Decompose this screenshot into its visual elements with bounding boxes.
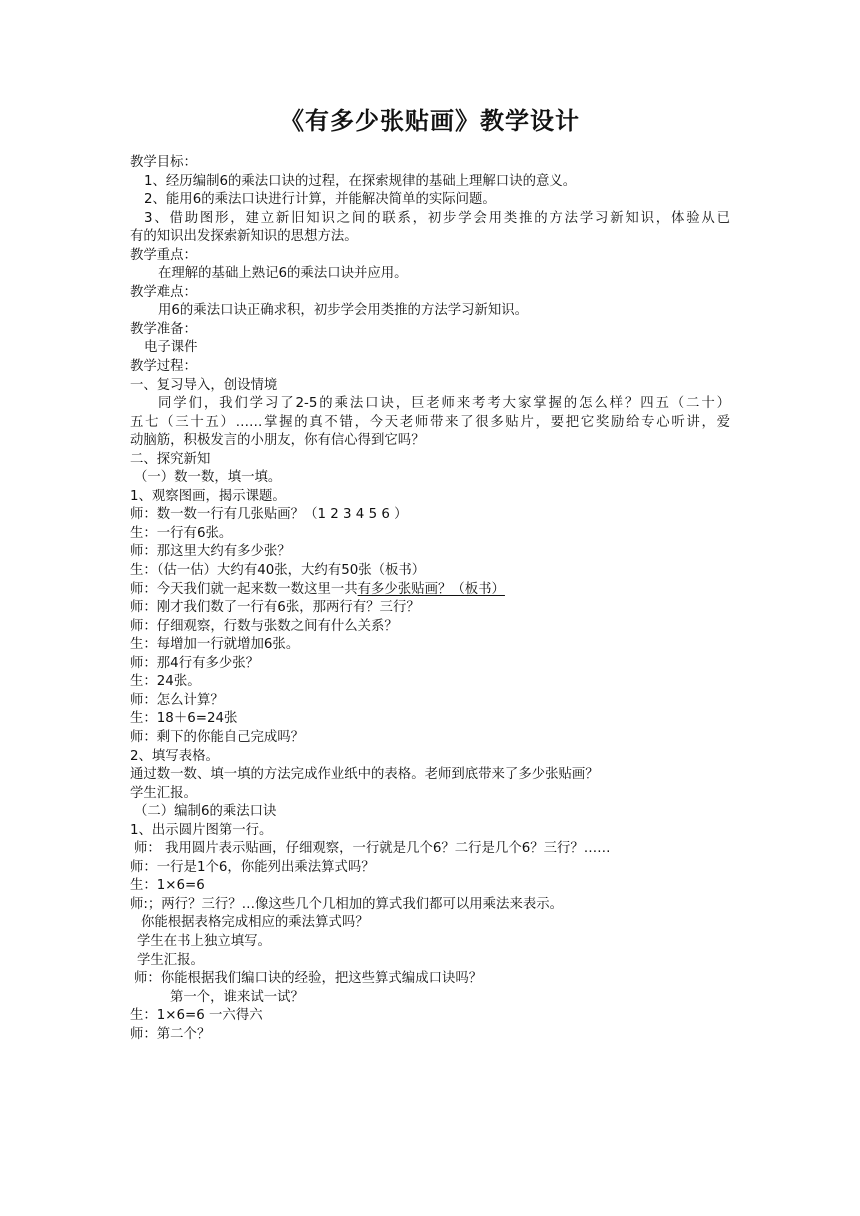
- paragraph-line: 动脑筋，积极发言的小朋友，你有信心得到它吗？: [130, 433, 425, 449]
- dialogue-line: 生：1×6=6 一六得六: [130, 1008, 263, 1024]
- subsection-heading: （一）数一数，填一填。: [134, 470, 282, 486]
- paragraph-line: 通过数一数、填一填的方法完成作业纸中的表格。老师到底带来了多少张贴画？: [130, 767, 599, 783]
- section-1-heading: 一、复习导入，创设情境: [130, 377, 278, 393]
- heading-preparation: 教学准备：: [130, 321, 197, 337]
- objective-3-cont: 有的知识出发探索新知识的思想方法。: [130, 229, 358, 245]
- dialogue-line: 师：剩下的你能自己完成吗？: [130, 729, 305, 745]
- dialogue-line: 学生汇报。: [137, 952, 204, 968]
- dialogue-line: 师：那4行有多少张？: [130, 655, 260, 671]
- heading-process: 教学过程：: [130, 359, 197, 375]
- dialogue-line: 生：18＋6=24张: [130, 711, 238, 727]
- objective-1: 1、经历编制6的乘法口诀的过程，在探索规律的基础上理解口诀的意义。: [144, 173, 577, 189]
- step-heading: 1、出示圆片图第一行。: [130, 822, 273, 838]
- dialogue-line: 生：24张。: [130, 674, 201, 690]
- dialogue-line: 师：仔细观察，行数与张数之间有什么关系？: [130, 618, 398, 634]
- key-point-text: 在理解的基础上熟记6的乘法口诀并应用。: [158, 266, 408, 282]
- dialogue-line: 师：那这里大约有多少张？: [130, 544, 291, 560]
- preparation-text: 电子课件: [144, 340, 198, 356]
- dialogue-line: 生：一行有6张。: [130, 525, 233, 541]
- step-heading: 1、观察图画，揭示课题。: [130, 488, 286, 504]
- dialogue-line: 第一个，谁来试一试？: [170, 989, 304, 1005]
- subsection-heading: （二）编制6的乘法口诀: [134, 804, 277, 820]
- paragraph-line: 学生汇报。: [130, 785, 197, 801]
- dialogue-line: 生：每增加一行就增加6张。: [130, 637, 300, 653]
- dialogue-line: 师：一行是1个6，你能列出乘法算式吗？: [130, 859, 375, 875]
- dialogue-line: 生：（估一估）大约有40张，大约有50张（板书）: [130, 563, 426, 579]
- heading-objectives: 教学目标：: [130, 155, 197, 170]
- dialogue-line: 师： 我用圆片表示贴画，仔细观察，一行就是几个6？二行是几个6？三行？……: [134, 841, 611, 857]
- dialogue-line: 师：数一数一行有几张贴画？（1 2 3 4 5 6 ）: [130, 507, 408, 523]
- dialogue-line: 师：你能根据我们编口诀的经验，把这些算式编成口诀吗？: [134, 971, 483, 987]
- section-2-heading: 二、探究新知: [130, 451, 211, 467]
- paragraph-line: 同学们，我们学习了2-5的乘法口诀，巨老师来考考大家掌握的怎么样？四五（二十）: [158, 396, 730, 412]
- document-title: 《有多少张贴画》教学设计: [280, 107, 580, 135]
- dialogue-line: 你能根据表格完成相应的乘法算式吗？: [141, 915, 369, 931]
- objective-3: 3、借助图形，建立新旧知识之间的联系，初步学会用类推的方法学习新知识，体验从已: [144, 210, 730, 226]
- dialogue-line: 师：刚才我们数了一行有6张，那两行有？三行？: [130, 600, 420, 616]
- dialogue-line: 师：怎么计算？: [130, 692, 224, 708]
- difficulty-text: 用6的乘法口诀正确求积，初步学会用类推的方法学习新知识。: [158, 303, 529, 319]
- dialogue-line: 生：1×6=6: [130, 878, 205, 894]
- underlined-board-text: 有多少张贴画？（板书）: [357, 581, 505, 597]
- heading-difficulty: 教学难点：: [130, 284, 197, 300]
- heading-key-point: 教学重点：: [130, 247, 197, 263]
- dialogue-text: 师：今天我们就一起来数一数这里一共: [130, 581, 358, 597]
- dialogue-line: 学生在书上独立填写。: [137, 933, 271, 949]
- document-body: [130, 154, 730, 1044]
- objective-2: 2、能用6的乘法口诀进行计算，并能解决简单的实际问题。: [144, 192, 496, 208]
- dialogue-line: 师：第二个？: [130, 1026, 211, 1042]
- dialogue-line: [130, 581, 730, 600]
- dialogue-line: 师:；两行？三行？…像这些几个几相加的算式我们都可以用乘法来表示。: [130, 896, 564, 912]
- paragraph-line: 五七（三十五）……掌握的真不错，今天老师带来了很多贴片，要把它奖励给专心听讲，爱: [130, 414, 730, 430]
- step-heading: 2、填写表格。: [130, 748, 219, 764]
